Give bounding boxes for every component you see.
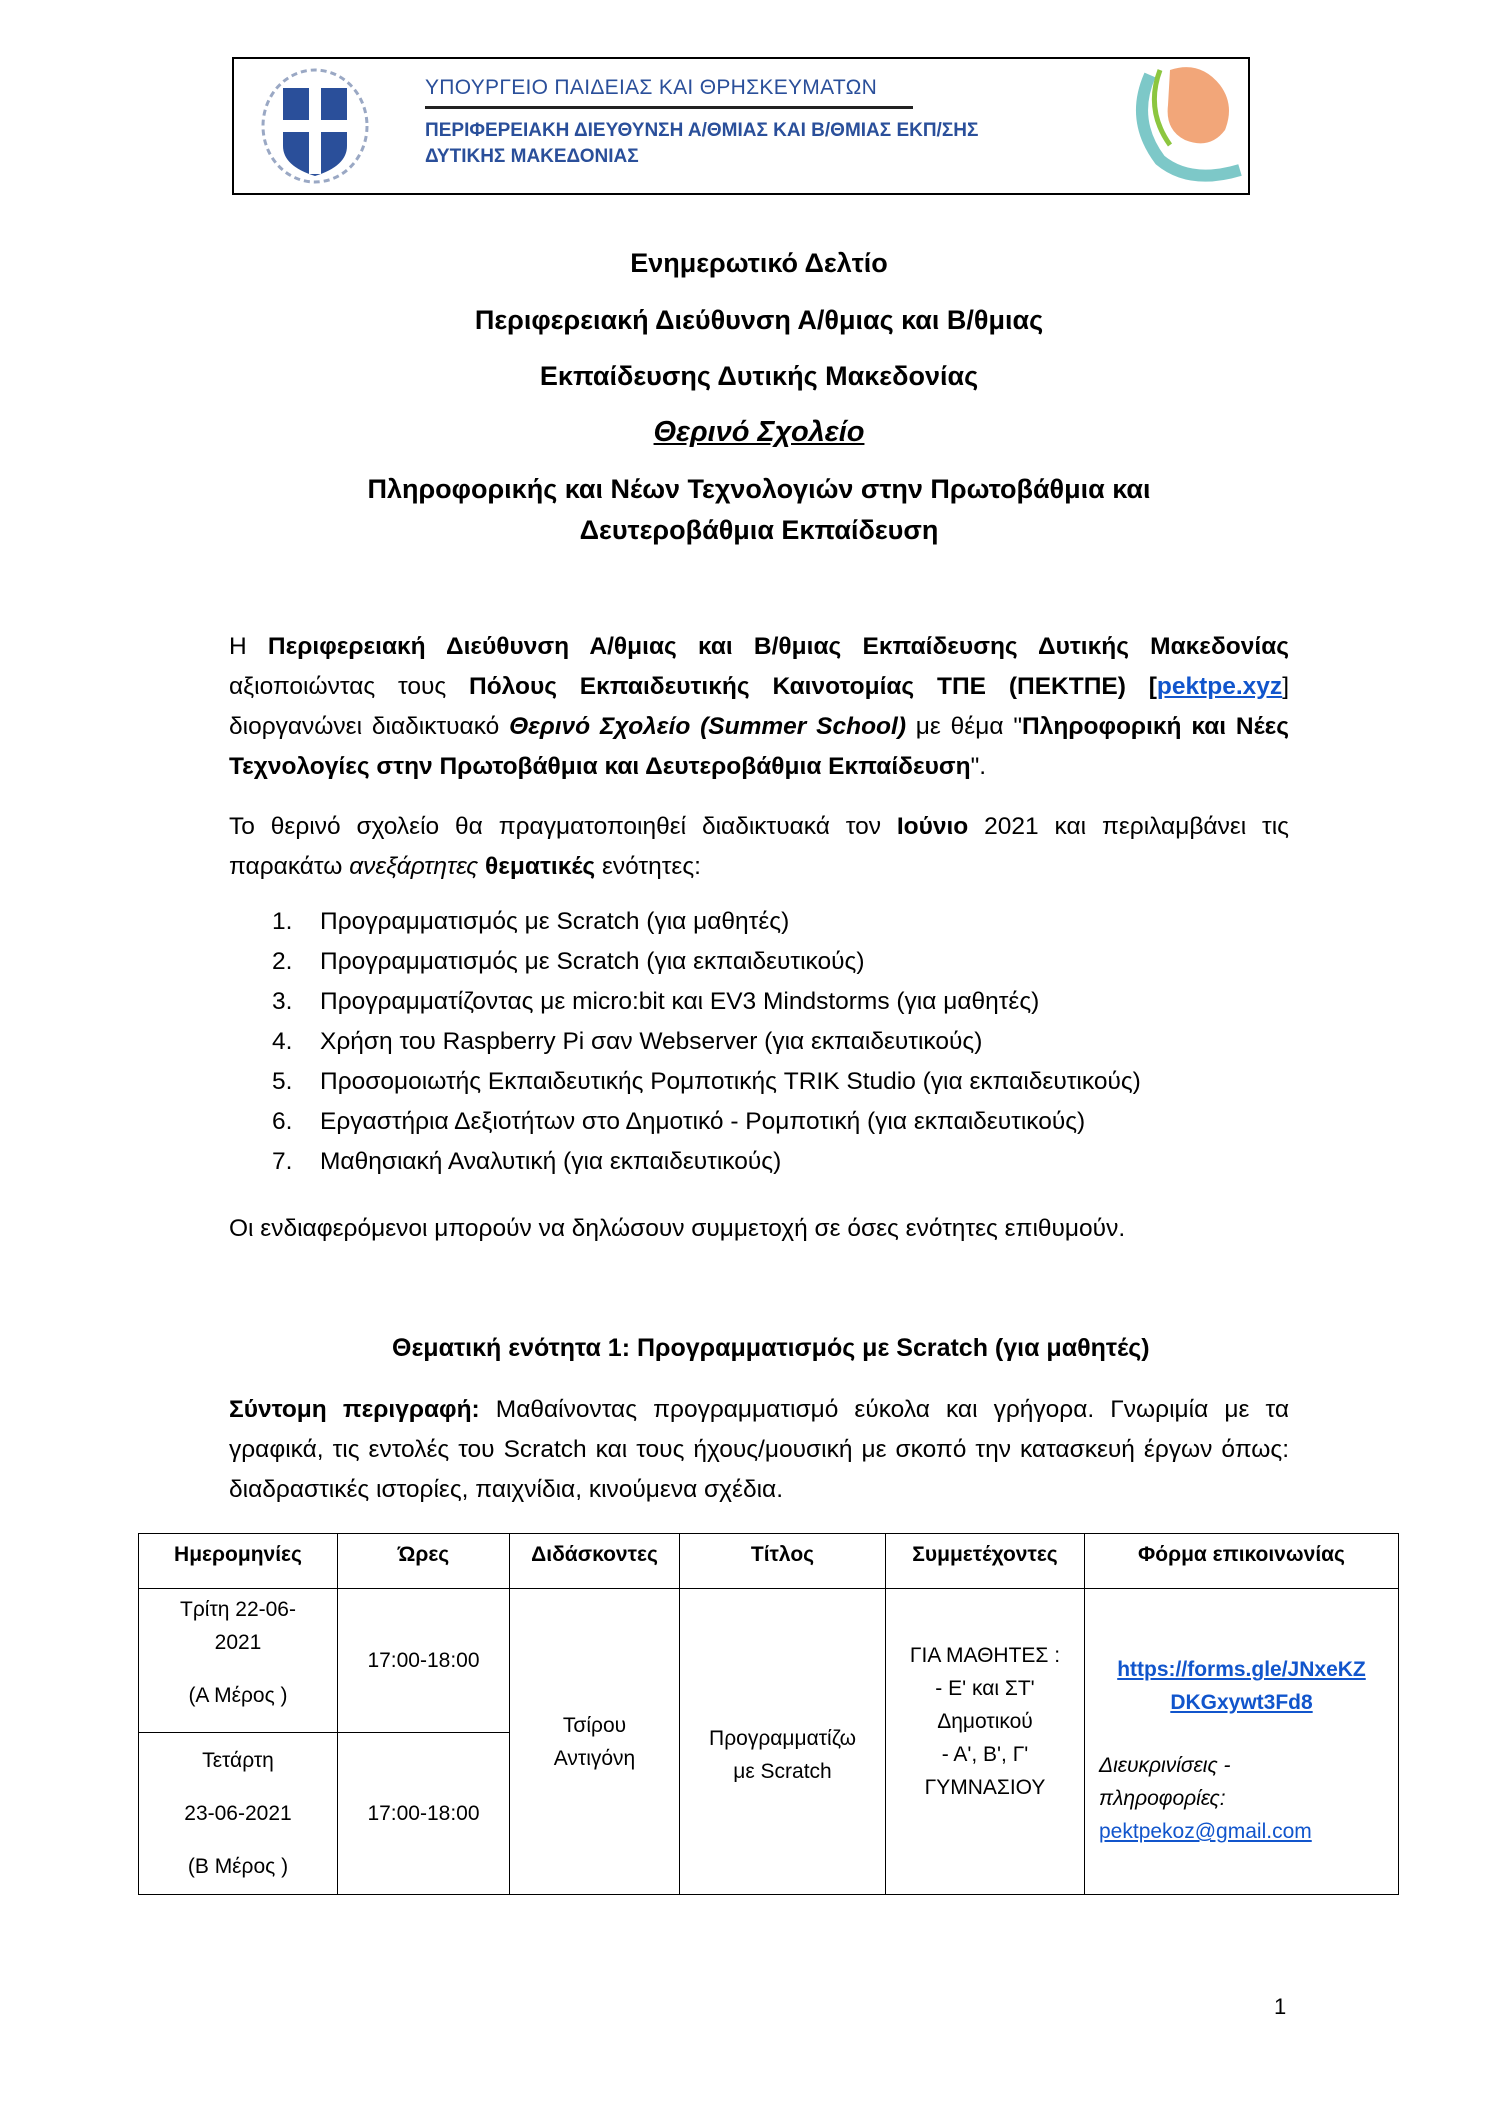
participant-line: - Α', Β', Γ' (941, 1743, 1029, 1766)
intro-text: Η (229, 633, 268, 660)
col-header-teachers: Διδάσκοντες (510, 1534, 680, 1589)
col-header-participants: Συμμετέχοντες (886, 1534, 1085, 1589)
page-number: 1 (1274, 1994, 1287, 2019)
title-region: Εκπαίδευσης Δυτικής Μακεδονίας (539, 361, 979, 391)
intro-bracket: [ (1125, 673, 1157, 700)
contact-cell (1085, 1589, 1399, 1895)
intro-theme: Πληροφορική και Νέες Τεχνολογίες στην Πρωτοβάθμια και Δευτεροβάθμια Εκπαίδευση (229, 713, 1290, 780)
intro-text: ] διοργανώνει διαδικτυακό (229, 673, 1289, 740)
directorate-line-2: ΔΥΤΙΚΗΣ ΜΑΚΕΔΟΝΙΑΣ (425, 146, 639, 167)
title-directorate: Περιφερειακή Διεύθυνση Α/θμιας και Β/θμιας (474, 305, 1044, 335)
list-item: 1. Προγραμματισμός με Scratch (για μαθητές) (272, 908, 790, 935)
col-header-hours: Ώρες (338, 1534, 510, 1589)
info-label-2: πληροφορίες: (1099, 1787, 1226, 1810)
date-cell: Τετάρτη 23-06-2021 (Β Μέρος ) (139, 1733, 338, 1895)
table-row (139, 1589, 1399, 1733)
teacher-cell: Τσίρου Αντιγόνη (510, 1589, 680, 1895)
directorate-name (425, 118, 978, 170)
intro-text: ". (970, 753, 987, 780)
section-1-description: Σύντομη περιγραφή: Μαθαίνοντας προγραμματισμό εύκολα και γρήγορα. Γνωριμία με τα γραφικά, τις εντολές του Scratch και τους ήχους/μουσική με σκοπό την κατασκευή έργων όπως: διαδραστικές ιστορίες, παιχνίδια, κινούμενα σχέδια. (229, 1396, 1289, 1503)
list-item: 4. Χρήση του Raspberry Pi σαν Webserver (για εκπαιδευτικούς) (272, 1028, 983, 1055)
participant-line: ΓΥΜΝΑΣΙΟΥ (924, 1776, 1046, 1799)
list-item: 5. Προσομοιωτής Εκπαιδευτικής Ρομποτικής TRIK Studio (για εκπαιδευτικούς) (272, 1068, 1141, 1095)
intro-directorate: Περιφερειακή Διεύθυνση Α/θμιας και Β/θμιας Εκπαίδευσης Δυτικής Μακεδονίας (267, 633, 1289, 660)
col-header-contact-form: Φόρμα επικοινωνίας (1085, 1534, 1399, 1589)
hours-cell: 17:00-18:00 (338, 1589, 510, 1733)
table-header-row (139, 1534, 1399, 1589)
section-1-heading: Θεματική ενότητα 1: Προγραμματισμός με Scratch (για μαθητές) (392, 1334, 1150, 1362)
intro-paragraph (229, 627, 1289, 787)
col-header-title: Τίτλος (680, 1534, 886, 1589)
title-summer-school: Θερινό Σχολείο (653, 416, 865, 448)
date-cell: Τρίτη 22-06- 2021 (Α Μέρος ) (139, 1589, 338, 1733)
directorate-line-1: ΠΕΡΙΦΕΡΕΙΑΚΗ ΔΙΕΥΘΥΝΣΗ Α/ΘΜΙΑΣ ΚΑΙ Β/ΘΜΙΑΣ ΕΚΠ/ΣΗΣ (425, 120, 979, 141)
divider (425, 106, 913, 109)
intro-summer-school: Θερινό Σχολείο (Summer School) (509, 713, 906, 740)
participation-note: Οι ενδιαφερόμενοι μπορούν να δηλώσουν συμμετοχή σε όσες ενότητες επιθυμούν. (229, 1215, 1126, 1242)
intro-pektpe: Πόλους Εκπαιδευτικής Καινοτομίας ΤΠΕ (ΠΕΚΤΠΕ) (469, 673, 1126, 700)
col-header-dates: Ημερομηνίες (139, 1534, 338, 1589)
title-cell: Προγραμματίζω με Scratch (680, 1589, 886, 1895)
schedule-paragraph: Το θερινό σχολείο θα πραγματοποιηθεί διαδικτυακά τον Ιούνιο 2021 και περιλαμβάνει τις παρακάτω ανεξάρτητες θεματικές ενότητες: (229, 813, 1289, 880)
list-item: 6. Εργαστήρια Δεξιοτήτων στο Δημοτικό - Ρομποτική (για εκπαιδευτικούς) (272, 1108, 1086, 1135)
intro-text: αξιοποιώντας τους (229, 673, 470, 700)
title-subject-1: Πληροφορικής και Νέων Τεχνολογιών στην Πρωτοβάθμια και (367, 474, 1151, 504)
title-subject-2: Δευτεροβάθμια Εκπαίδευση (579, 515, 939, 545)
ministry-name: ΥΠΟΥΡΓΕΙΟ ΠΑΙΔΕΙΑΣ ΚΑΙ ΘΡΗΣΚΕΥΜΑΤΩΝ (425, 76, 878, 99)
list-item: 2. Προγραμματισμός με Scratch (για εκπαιδευτικούς) (272, 948, 865, 975)
pektpe-link[interactable]: pektpe.xyz (1156, 673, 1283, 700)
schedule-table (138, 1533, 1399, 1895)
list-item: 7. Μαθησιακή Αναλυτική (για εκπαιδευτικούς) (272, 1148, 782, 1175)
greek-coat-of-arms-logo (255, 66, 375, 186)
participant-line: Δημοτικού (937, 1710, 1033, 1733)
participant-line: - Ε' και ΣΤ' (935, 1677, 1035, 1700)
registration-form-link[interactable]: https://forms.gle/JNxeKZ DKGxywt3Fd8 (1117, 1658, 1366, 1714)
info-label: Διευκρινίσεις - (1099, 1754, 1231, 1777)
participants-cell (886, 1589, 1085, 1895)
intro-text: με θέμα " (905, 713, 1023, 740)
list-item: 3. Προγραμματίζοντας με micro:bit και EV3 Mindstorms (για μαθητές) (272, 988, 1040, 1015)
participant-line: ΓΙΑ ΜΑΘΗΤΕΣ : (909, 1644, 1061, 1667)
title-bulletin: Ενημερωτικό Δελτίο (630, 248, 888, 278)
region-map-logo (1130, 60, 1245, 185)
contact-email-link[interactable]: pektpekoz@gmail.com (1099, 1820, 1312, 1843)
hours-cell: 17:00-18:00 (338, 1733, 510, 1895)
